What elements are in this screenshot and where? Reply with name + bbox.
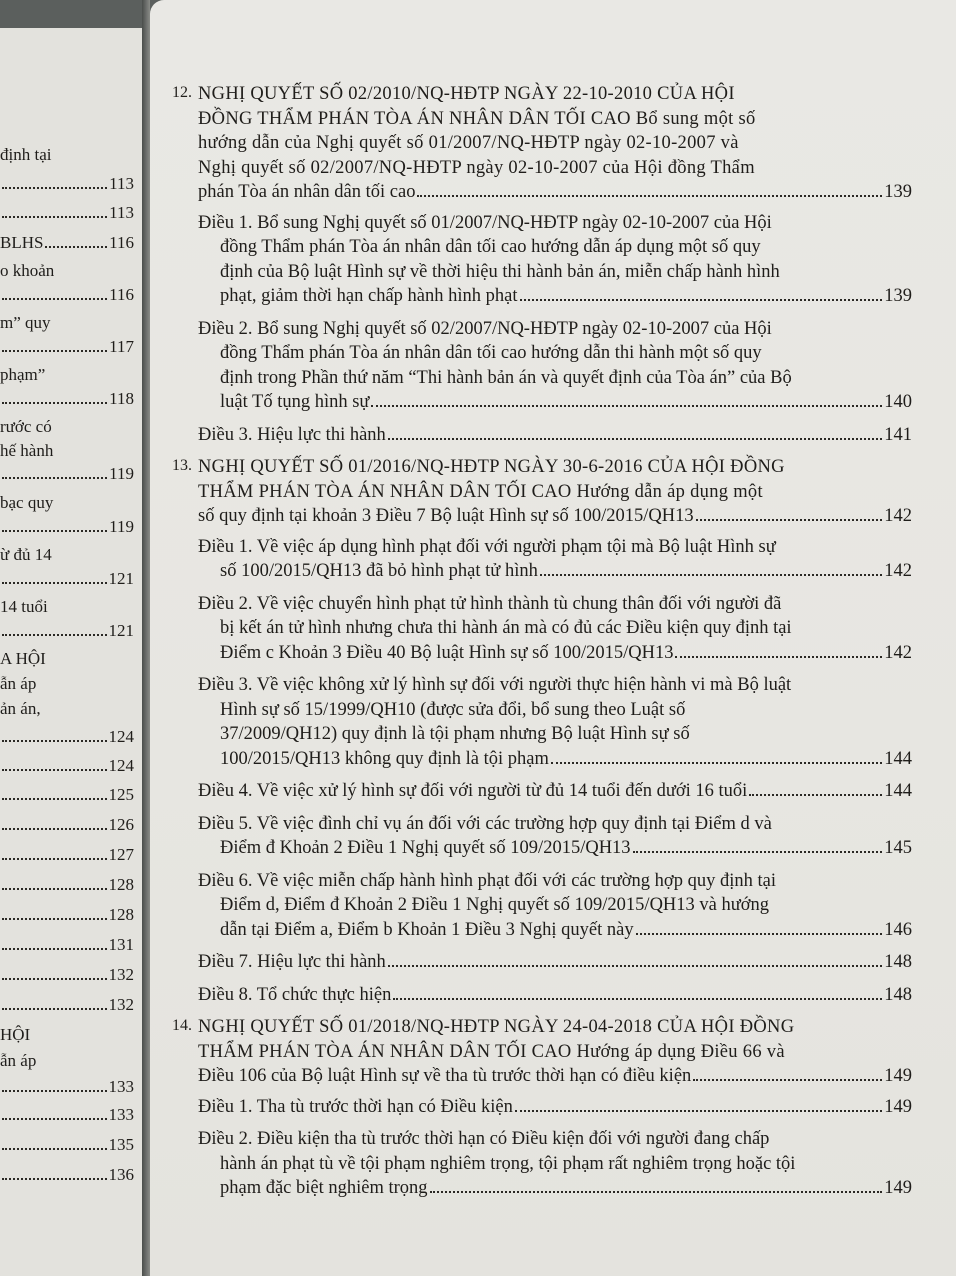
left-page-number: 131 — [108, 935, 134, 954]
entry-page-number: 139 — [884, 182, 912, 202]
entry-page-number: 149 — [884, 1066, 912, 1086]
left-page-line — [0, 673, 134, 695]
left-page-number: 121 — [108, 569, 134, 588]
article-item — [198, 535, 912, 584]
left-page-number: 119 — [109, 517, 134, 536]
article-last-line — [198, 1095, 912, 1120]
entry-title-last-line — [198, 180, 912, 205]
article-text: phạm đặc biệt nghiêm trọng — [220, 1178, 428, 1198]
article-line: Điểm d, Điểm đ Khoản 2 Điều 1 Nghị quyết số 109/2015/QH13 và hướng — [220, 895, 770, 915]
left-page-line — [0, 596, 134, 618]
left-page-line — [0, 173, 134, 195]
dot-leader — [2, 216, 107, 218]
dot-leader — [636, 933, 883, 935]
article-line: đồng Thẩm phán Tòa án nhân dân tối cao hướng dẫn áp dụng một số quy — [220, 237, 761, 257]
article-line: 37/2009/QH12) quy định là tội phạm nhưng Bộ luật Hình sự số — [220, 724, 690, 744]
article-last-line — [198, 284, 912, 309]
left-page-line — [0, 1134, 134, 1156]
left-line-text: BLHS — [0, 233, 44, 252]
dot-leader — [2, 858, 107, 860]
article-last-line — [198, 641, 912, 666]
article-line: hành án phạt tù về tội phạm nghiêm trọng, tội phạm rất nghiêm trọng hoặc tội — [220, 1153, 796, 1174]
article-text: Điều 4. Về việc xử lý hình sự đối với người từ đủ 14 tuổi đến dưới 16 tuổi — [198, 781, 748, 801]
article-item — [198, 317, 912, 415]
article-first-line: Điều 2. Về việc chuyển hình phạt tử hình thành tù chung thân đối với người đã — [198, 593, 782, 614]
entry-title-line: NGHỊ QUYẾT SỐ 01/2016/NQ-HĐTP NGÀY 30-6-2016 CỦA HỘI ĐỒNG — [198, 457, 785, 477]
dot-leader — [515, 1110, 882, 1112]
article-page-number: 149 — [884, 1178, 912, 1198]
left-page-line — [0, 1024, 134, 1046]
left-page-number: 133 — [108, 1077, 134, 1096]
left-page-line — [0, 568, 134, 590]
article-item — [198, 812, 912, 861]
left-line-text: ừ đủ 14 — [0, 545, 52, 564]
left-page-number: 126 — [108, 815, 134, 834]
left-page-number: 118 — [109, 389, 134, 408]
article-item — [198, 950, 912, 975]
entry-title-text: số quy định tại khoản 3 Điều 7 Bộ luật Hình sự số 100/2015/QH13 — [198, 506, 694, 526]
left-page-number: 116 — [109, 233, 134, 252]
article-last-line — [198, 950, 912, 975]
article-last-line — [198, 559, 912, 584]
left-page-line — [0, 1164, 134, 1186]
article-page-number: 142 — [884, 561, 912, 581]
left-page-line — [0, 698, 134, 720]
dot-leader — [696, 519, 883, 521]
dot-leader — [2, 948, 107, 950]
dot-leader — [2, 582, 107, 584]
left-page-line — [0, 755, 134, 777]
entry-number: 13. — [172, 457, 192, 474]
left-page-number: 135 — [108, 1135, 134, 1154]
left-page-line — [0, 144, 134, 166]
left-page-line — [0, 492, 134, 514]
article-first-line: Điều 5. Về việc đình chỉ vụ án đối với các trường hợp quy định tại Điểm d và — [198, 813, 772, 834]
dot-leader — [675, 656, 882, 658]
dot-leader — [2, 1178, 107, 1180]
left-page-line — [0, 202, 134, 224]
left-page-number: 121 — [108, 621, 134, 640]
article-text: dẫn tại Điểm a, Điểm b Khoản 1 Điều 3 Nghị quyết này — [220, 919, 634, 940]
left-page-number: 124 — [108, 727, 134, 746]
entry-title-line: THẨM PHÁN TÒA ÁN NHÂN DÂN TỐI CAO Hướng dẫn áp dụng một — [198, 481, 763, 502]
left-page-line — [0, 784, 134, 806]
article-item — [198, 592, 912, 666]
dot-leader — [388, 438, 882, 440]
left-line-text: bạc quy — [0, 493, 54, 512]
dot-leader — [2, 530, 107, 532]
left-page-line — [0, 416, 134, 438]
left-page-line — [0, 388, 134, 410]
dot-leader — [749, 794, 882, 796]
dot-leader — [2, 187, 107, 189]
article-text: Điều 1. Tha tù trước thời hạn có Điều kiện — [198, 1096, 513, 1117]
entry-title-line: NGHỊ QUYẾT SỐ 01/2018/NQ-HĐTP NGÀY 24-04-2018 CỦA HỘI ĐỒNG — [198, 1017, 795, 1037]
left-line-text: ản án, — [0, 699, 41, 718]
left-page-number: 117 — [109, 337, 134, 356]
entry-title-line: hướng dẫn của Nghị quyết số 01/2007/NQ-HĐTP ngày 02-10-2007 và — [198, 133, 739, 153]
left-page-number: 132 — [108, 995, 134, 1014]
dot-leader — [2, 888, 107, 890]
entry-title-last-line — [198, 1064, 912, 1089]
left-page-line — [0, 964, 134, 986]
left-page-number: 113 — [109, 174, 134, 193]
dot-leader — [2, 350, 107, 352]
dot-leader — [2, 828, 107, 830]
left-page-number: 127 — [108, 845, 134, 864]
entry-title-text: Điều 106 của Bộ luật Hình sự về tha tù trước thời hạn có điều kiện — [198, 1066, 692, 1086]
left-page-line — [0, 1050, 134, 1072]
table-of-contents — [172, 82, 912, 1209]
article-text: Điều 8. Tổ chức thực hiện — [198, 984, 392, 1005]
dot-leader — [520, 299, 883, 301]
left-line-text: ẫn áp — [0, 674, 37, 693]
left-page-number: 133 — [108, 1105, 134, 1124]
article-item — [198, 1095, 912, 1120]
article-page-number: 148 — [884, 952, 912, 972]
article-last-line — [198, 423, 912, 448]
dot-leader — [551, 762, 882, 764]
toc-entry — [172, 82, 912, 447]
article-line: định của Bộ luật Hình sự về thời hiệu thi hành bản án, miễn chấp hành hình — [220, 261, 780, 282]
dot-leader — [417, 195, 882, 197]
article-page-number: 149 — [884, 1096, 912, 1117]
left-page-line — [0, 648, 134, 670]
entry-title-line: THẨM PHÁN TÒA ÁN NHÂN DÂN TỐI CAO Hướng áp dụng Điều 66 và — [198, 1041, 785, 1062]
left-page-line — [0, 726, 134, 748]
entry-title-line: ĐỒNG THẨM PHÁN TÒA ÁN NHÂN DÂN TỐI CAO Bổ sung một số — [198, 108, 756, 129]
dot-leader — [2, 1118, 107, 1120]
left-line-text: định tại — [0, 145, 52, 164]
entry-number: 12. — [172, 84, 192, 101]
left-page-line — [0, 994, 134, 1016]
article-line: định trong Phần thứ năm “Thi hành bản án và quyết định của Tòa án” của Bộ — [220, 367, 792, 388]
article-first-line: Điều 3. Về việc không xử lý hình sự đối với người thực hiện hành vi mà Bộ luật — [198, 675, 792, 695]
left-page-number: 128 — [108, 905, 134, 924]
article-page-number: 145 — [884, 838, 912, 858]
article-last-line — [198, 1176, 912, 1201]
dot-leader — [371, 405, 882, 407]
left-line-text: ẫn áp — [0, 1051, 37, 1070]
article-text: phạt, giảm thời hạn chấp hành hình phạt — [220, 286, 518, 306]
left-page-number: 136 — [108, 1165, 134, 1184]
left-line-text: 14 tuổi — [0, 597, 48, 616]
dot-leader — [2, 1148, 107, 1150]
dot-leader — [2, 978, 107, 980]
dot-leader — [45, 246, 107, 248]
article-page-number: 140 — [884, 392, 912, 412]
left-page-number: 119 — [109, 464, 134, 483]
article-first-line: Điều 1. Bổ sung Nghị quyết số 01/2007/NQ-HĐTP ngày 02-10-2007 của Hội — [198, 212, 772, 233]
article-text: Điều 3. Hiệu lực thi hành — [198, 424, 386, 445]
toc-entry — [172, 455, 912, 1007]
article-text: Điểm c Khoản 3 Điều 40 Bộ luật Hình sự số 100/2015/QH13 — [220, 642, 674, 663]
left-page-line — [0, 463, 134, 485]
left-page-line — [0, 232, 134, 254]
left-page-number: 132 — [108, 965, 134, 984]
left-page-number: 113 — [109, 203, 134, 222]
entry-title-line: Nghị quyết số 02/2007/NQ-HĐTP ngày 02-10-2007 của Hội đồng Thẩm — [198, 157, 755, 178]
left-page-number: 125 — [108, 785, 134, 804]
dot-leader — [2, 298, 107, 300]
article-last-line — [198, 779, 912, 804]
entry-number: 14. — [172, 1017, 192, 1034]
left-line-text: phạm” — [0, 365, 46, 384]
article-item — [198, 1127, 912, 1201]
article-page-number: 144 — [884, 781, 912, 801]
left-page-number: 124 — [108, 756, 134, 775]
right-page — [150, 0, 956, 1276]
article-first-line: Điều 2. Điều kiện tha tù trước thời hạn có Điều kiện đối với người đang chấp — [198, 1129, 770, 1149]
entry-title-last-line — [198, 504, 912, 529]
left-page-line — [0, 516, 134, 538]
dot-leader — [388, 965, 882, 967]
left-line-text: m” quy — [0, 313, 51, 332]
article-last-line — [198, 747, 912, 772]
left-page-line — [0, 284, 134, 306]
left-line-text: hế hành — [0, 441, 54, 460]
left-page-line — [0, 1076, 134, 1098]
dot-leader — [2, 1008, 107, 1010]
dot-leader — [693, 1079, 882, 1081]
article-page-number: 148 — [884, 984, 912, 1005]
article-last-line — [198, 390, 912, 415]
article-line: Hình sự số 15/1999/QH10 (được sửa đổi, bổ sung theo Luật số — [220, 699, 686, 720]
dot-leader — [2, 402, 107, 404]
entry-title-text: phán Tòa án nhân dân tối cao — [198, 182, 416, 202]
left-page-line — [0, 844, 134, 866]
article-line: đồng Thẩm phán Tòa án nhân dân tối cao hướng dẫn thi hành một số quy — [220, 343, 762, 363]
article-item — [198, 869, 912, 943]
article-first-line: Điều 6. Về việc miễn chấp hành hình phạt đối với các trường hợp quy định tại — [198, 870, 776, 891]
dot-leader — [2, 740, 107, 742]
article-page-number: 142 — [884, 642, 912, 663]
left-page-line — [0, 1104, 134, 1126]
dot-leader — [2, 1090, 107, 1092]
left-page-line — [0, 814, 134, 836]
dot-leader — [633, 851, 883, 853]
left-page-line — [0, 260, 134, 282]
dot-leader — [2, 798, 107, 800]
article-line: bị kết án tử hình nhưng chưa thi hành án mà có đủ các Điều kiện quy định tại — [220, 618, 792, 638]
article-page-number: 146 — [884, 919, 912, 940]
left-page-line — [0, 336, 134, 358]
entry-page-number: 142 — [884, 506, 912, 526]
left-page-line — [0, 620, 134, 642]
left-line-text: o khoản — [0, 261, 55, 280]
article-text: 100/2015/QH13 không quy định là tội phạm — [220, 748, 549, 769]
dot-leader — [2, 634, 107, 636]
article-first-line: Điều 1. Về việc áp dụng hình phạt đối với người phạm tội mà Bộ luật Hình sự — [198, 536, 776, 557]
left-page-line — [0, 904, 134, 926]
article-page-number: 141 — [884, 424, 912, 445]
article-text: số 100/2015/QH13 đã bỏ hình phạt tử hình — [220, 561, 538, 581]
left-line-text: HỘI — [0, 1025, 31, 1044]
article-item — [198, 673, 912, 771]
left-page-line — [0, 440, 134, 462]
article-item — [198, 983, 912, 1008]
left-page-line — [0, 874, 134, 896]
article-first-line: Điều 2. Bổ sung Nghị quyết số 02/2007/NQ-HĐTP ngày 02-10-2007 của Hội — [198, 318, 772, 339]
article-text: luật Tố tụng hình sự — [220, 392, 370, 412]
article-text: Điều 7. Hiệu lực thi hành — [198, 952, 386, 972]
left-page-line — [0, 934, 134, 956]
dot-leader — [430, 1191, 883, 1193]
left-page-number: 116 — [109, 285, 134, 304]
article-page-number: 144 — [884, 748, 912, 769]
left-page-number: 128 — [108, 875, 134, 894]
article-item — [198, 779, 912, 804]
article-item — [198, 423, 912, 448]
dot-leader — [2, 769, 107, 771]
dot-leader — [2, 477, 107, 479]
article-page-number: 139 — [884, 286, 912, 306]
left-line-text: rước có — [0, 417, 52, 436]
entry-title-line: NGHỊ QUYẾT SỐ 02/2010/NQ-HĐTP NGÀY 22-10-2010 CỦA HỘI — [198, 84, 735, 104]
article-last-line — [198, 983, 912, 1008]
dot-leader — [540, 574, 882, 576]
article-item — [198, 211, 912, 309]
left-page — [0, 28, 142, 1276]
toc-entry — [172, 1015, 912, 1201]
left-page-line — [0, 544, 134, 566]
article-text: Điểm đ Khoản 2 Điều 1 Nghị quyết số 109/2015/QH13 — [220, 838, 631, 858]
article-last-line — [198, 836, 912, 861]
dot-leader — [393, 998, 882, 1000]
article-last-line — [198, 918, 912, 943]
left-page-line — [0, 312, 134, 334]
left-page-line — [0, 364, 134, 386]
left-line-text: A HỘI — [0, 649, 46, 668]
book-gutter — [142, 0, 150, 1276]
dot-leader — [2, 918, 107, 920]
